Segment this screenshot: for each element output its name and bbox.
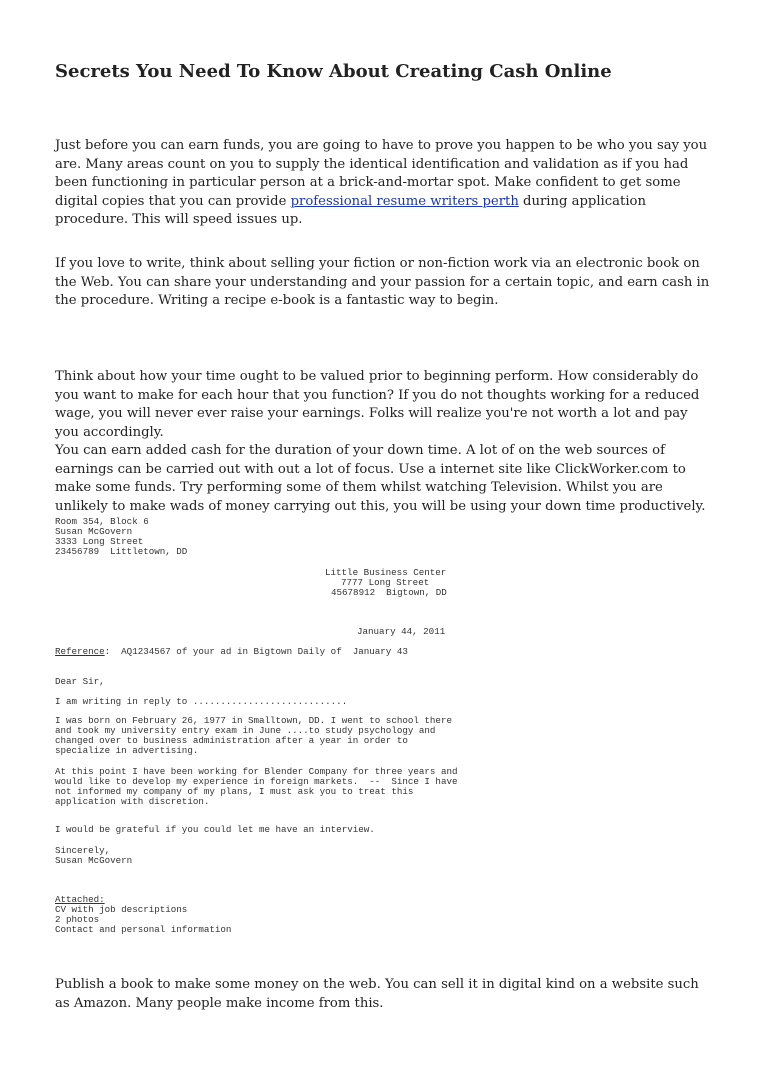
- letter-recipient-line: 45678912 Bigtown, DD: [331, 587, 447, 598]
- letter-body-line: I was born on February 26, 1977 in Smalltown, DD. I went to school there: [55, 715, 452, 726]
- paragraph-4: You can earn added cash for the duration of your down time. A lot of on the web sources of earnings can be carried out with out a lot of focus. Use a internet site like ClickWorker.com to make some funds. Try performing some of them whilst watching Television. Whilst you are unlikely to make wads of money carrying out this, you will be using your down time productively.: [55, 443, 706, 514]
- paragraph-3: Think about how your time ought to be valued prior to beginning perform. How considerably do you want to make for each hour that you function? If you do not thoughts working for a reduced wage, you will never ever raise your earnings. Folks will realize you're not worth a lot and pay you accordingly.: [55, 369, 700, 440]
- letter-body-line: At this point I have been working for Blender Company for three years and: [55, 766, 458, 777]
- paragraph-1: [55, 137, 715, 230]
- letter-sender-line: 3333 Long Street: [55, 536, 144, 547]
- paragraph-1-text-start: Just before you can earn funds, you are going to have to prove you happen to be who you say you are. Many areas count on you to supply the identical identification and validation as if you had been functioning in particular person at a brick-and-mortar spot. Make confident to get some digital copies that you can provide: [55, 138, 708, 209]
- professional-resume-writers-link[interactable]: professional resume writers perth: [290, 193, 519, 209]
- letter-body-line: not informed my company of my plans, I must ask you to treat this: [55, 786, 414, 797]
- paragraph-2: If you love to write, think about selling your fiction or non-fiction work via an electronic book on the Web. You can share your understanding and your passion for a certain topic, and earn cash in the procedure. Writing a recipe e-book is a fantastic way to begin.: [55, 256, 710, 309]
- letter-signoff: Sincerely,: [55, 845, 111, 856]
- letter-date: January 44, 2011: [357, 626, 446, 637]
- letter-reference-label: Reference: [55, 646, 105, 657]
- paragraph-1-text-end: during application procedure. This will speed issues up.: [55, 193, 646, 228]
- letter-attached-label: Attached:: [55, 894, 105, 905]
- paragraph-5: Publish a book to make some money on the web. You can sell it in digital kind on a website such as Amazon. Many people make income from this.: [55, 977, 699, 1011]
- letter-sender-line: Room 354, Block 6: [55, 516, 149, 527]
- letter-attachment-item: 2 photos: [55, 914, 100, 925]
- letter-body-line: would like to develop my experience in foreign markets. -- Since I have: [55, 776, 458, 787]
- letter-body-line: and took my university entry exam in June ....to study psychology and: [55, 725, 436, 736]
- letter-body-line: specialize in advertising.: [55, 745, 199, 756]
- letter-signature: Susan McGovern: [55, 855, 133, 866]
- letter-salutation: Dear Sir,: [55, 676, 105, 687]
- letter-opening: I am writing in reply to ............................: [55, 696, 348, 707]
- letter-recipient-line: Little Business Center: [325, 567, 447, 578]
- letter-attachment-item: CV with job descriptions: [55, 904, 188, 915]
- letter-recipient-line: 7777 Long Street: [341, 577, 430, 588]
- letter-body-line: application with discretion.: [55, 796, 210, 807]
- letter-sender-line: 23456789 Littletown, DD: [55, 546, 188, 557]
- letter-body-line: changed over to business administration after a year in order to: [55, 735, 408, 746]
- letter-reference: [55, 647, 408, 657]
- letter-reference-text: : AQ1234567 of your ad in Bigtown Daily of January 43: [104, 646, 408, 657]
- cover-letter-image: [55, 517, 475, 937]
- letter-sender-line: Susan McGovern: [55, 526, 133, 537]
- letter-closing-request: I would be grateful if you could let me have an interview.: [55, 824, 375, 835]
- page-title: Secrets You Need To Know About Creating Cash Online: [55, 61, 612, 82]
- letter-attachment-item: Contact and personal information: [55, 924, 232, 935]
